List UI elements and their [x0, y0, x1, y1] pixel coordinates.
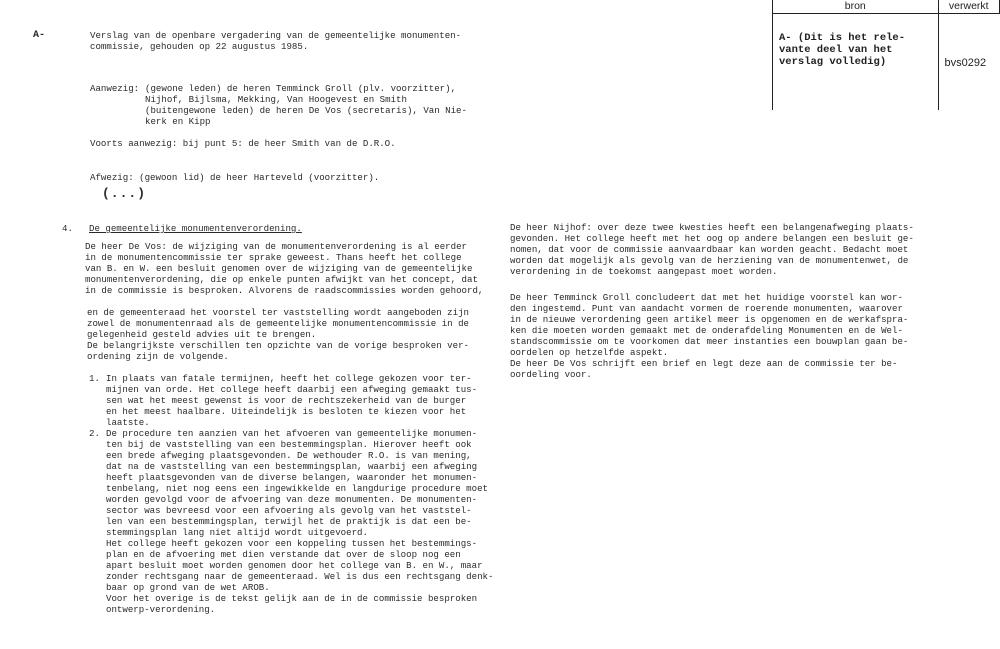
text-line: In plaats van fatale termijnen, heeft het college gekozen voor ter-	[106, 373, 472, 384]
aanwezig-list	[145, 83, 467, 127]
bron-line: verslag volledig)	[779, 56, 887, 68]
title-line: Verslag van de openbare vergadering van de gemeentelijke monumenten-	[90, 30, 462, 41]
text-line: heeft plaatsgevonden van de diverse belangen, waaronder het monumen-	[106, 472, 478, 483]
text-line: De belangrijkste verschillen ten opzichte van de vorige besproken ver-	[87, 340, 469, 351]
text-line: De heer De Vos: de wijziging van de monumentenverordening is al eerder	[85, 241, 467, 252]
text-line: oordeling voor.	[510, 369, 592, 380]
text-line: gelegenheid gesteld advies uit te brengen.	[87, 329, 317, 340]
text-line: verordening in de toekomst aangepast moet worden.	[510, 266, 778, 277]
title-line: commissie, gehouden op 22 augustus 1985.	[90, 41, 309, 52]
text-line: gevonden. Het college heeft met het oog op andere belangen een besluit ge-	[510, 233, 914, 244]
text-line: worden dat mogelijk als gevolg van de herziening van de monumentenwet, de	[510, 255, 909, 266]
text-line: in de monumentencommissie ter sprake geweest. Thans heeft het college	[85, 252, 462, 263]
text-line: standscommissie om te voorkomen dat meer instanties een bouwplan gaan be-	[510, 336, 909, 347]
paragraph-advies	[87, 307, 469, 362]
archive-metadata-table	[772, 0, 1000, 110]
text-line: De heer Temminck Groll concludeert dat met het huidige voorstel kan wor-	[510, 292, 903, 303]
afwezig: Afwezig: (gewoon lid) de heer Harteveld (voorzitter).	[90, 172, 380, 183]
text-line: Voor het overige is de tekst gelijk aan de in de commissie besproken	[106, 593, 478, 604]
text-line: monumentenverordening, die op enkele punten afwijkt van het concept, dat	[85, 274, 478, 285]
text-line: len van een bestemmingsplan, terwijl het de praktijk is dat een be-	[106, 516, 472, 527]
text-line: zonder rechtsgang naar de gemeenteraad. Wel is dus een rechtsgang denk-	[106, 571, 494, 582]
bron-text	[773, 14, 938, 68]
aanwezig-line: Nijhof, Bijlsma, Mekking, Van Hoogevest en Smith	[145, 94, 407, 105]
aanwezig-line: kerk en Kipp	[145, 116, 211, 127]
bron-line: A- (Dit is het rele-	[779, 32, 906, 44]
text-line: dat na de vaststelling van een bestemmingsplan, waarbij een afweging	[106, 461, 478, 472]
text-line: oordelen op hetzelfde aspekt.	[510, 347, 669, 358]
text-line: De procedure ten aanzien van het afvoeren van gemeentelijke monumen-	[106, 428, 478, 439]
text-line: ontwerp-verordening.	[106, 604, 216, 615]
text-line: in de commissie is besproken. Alvorens de raadscommissies worden gehoord,	[85, 285, 484, 296]
section-number: 4.	[62, 223, 73, 234]
text-line: sen wat het meest gewenst is voor de rechtszekerheid van de burger	[106, 395, 467, 406]
column-header-verwerkt: verwerkt	[938, 0, 999, 14]
text-line: mijnen van orde. Het college heeft daarbij een afweging gemaakt tus-	[106, 384, 478, 395]
text-line: zowel de monumentenraad als de gemeentelijke monumentencommissie in de	[87, 318, 469, 329]
text-line: en het meest haalbare. Uiteindelijk is besloten te kiezen voor het	[106, 406, 467, 417]
list-item-2	[106, 428, 493, 615]
list-number: 1.	[89, 373, 100, 384]
margin-mark: A-	[33, 30, 46, 41]
verwerkt-code: bvs0292	[944, 57, 987, 69]
text-line: een brede afweging plaatsgevonden. De wethouder R.O. is van mening,	[106, 450, 472, 461]
aanwezig-label: Aanwezig:	[90, 83, 140, 94]
text-line: nomen, dat voor de commissie aanvaardbaar kan worden geacht. Bedacht moet	[510, 244, 909, 255]
text-line: Het college heeft gekozen voor een koppeling tussen het bestemmings-	[106, 538, 478, 549]
text-line: ordening zijn de volgende.	[87, 351, 229, 362]
list-item-1	[106, 373, 477, 428]
paragraph-temminck-groll	[510, 292, 908, 380]
text-line: den ingestemd. Punt van aandacht vormen de roerende monumenten, waarover	[510, 303, 903, 314]
verwerkt-cell	[938, 14, 999, 111]
document-title	[90, 30, 461, 52]
text-line: apart besluit moet worden genomen door het college van B. en W., maar	[106, 560, 483, 571]
text-line: plan en de afvoering met dien verstande dat over de sloop nog een	[106, 549, 461, 560]
text-line: in de nieuwe verordening geen artikel meer is opgenomen en de werkafspra-	[510, 314, 909, 325]
text-line: sector was bevreesd voor een afvoering als gevolg van het vaststel-	[106, 505, 472, 516]
text-line: van B. en W. een besluit genomen over de wijziging van de gemeentelijke	[85, 263, 473, 274]
aanwezig-line: (gewone leden) de heren Temminck Groll (plv. voorzitter),	[145, 83, 457, 94]
paragraph-nijhof	[510, 222, 914, 277]
section-title: De gemeentelijke monumentenverordening.	[89, 223, 302, 234]
aanwezig-line: (buitengewone leden) de heren De Vos (secretaris), Van Nie-	[145, 105, 467, 116]
text-line: ken die moeten worden gemaakt met de onderafdeling Monumenten en de Wel-	[510, 325, 903, 336]
text-line: stemmingsplan lang niet altijd wordt uitgevoerd.	[106, 527, 368, 538]
paragraph-de-vos	[85, 241, 483, 296]
text-line: De heer De Vos schrijft een brief en legt deze aan de commissie ter be-	[510, 358, 898, 369]
text-line: ten bij de vaststelling van een bestemmingsplan. Hierover heeft ook	[106, 439, 472, 450]
text-line: laatste.	[106, 417, 150, 428]
omission-ellipsis: (...)	[102, 186, 147, 201]
column-header-bron: bron	[773, 0, 939, 14]
text-line: De heer Nijhof: over deze twee kwesties heeft een belangenafweging plaats-	[510, 222, 914, 233]
text-line: en de gemeenteraad het voorstel ter vaststelling wordt aangeboden zijn	[87, 307, 469, 318]
voorts-aanwezig: Voorts aanwezig: bij punt 5: de heer Smith van de D.R.O.	[90, 138, 396, 149]
bron-line: vante deel van het	[779, 44, 893, 56]
text-line: tenbelang, niet nog eens een ingewikkelde en langdurige procedure moet	[106, 483, 488, 494]
text-line: worden gevolgd voor de afvoering van deze monumenten. De monumenten-	[106, 494, 478, 505]
text-line: baar op grond van de wet AROB.	[106, 582, 270, 593]
bron-cell	[773, 14, 939, 111]
list-number: 2.	[89, 428, 100, 439]
